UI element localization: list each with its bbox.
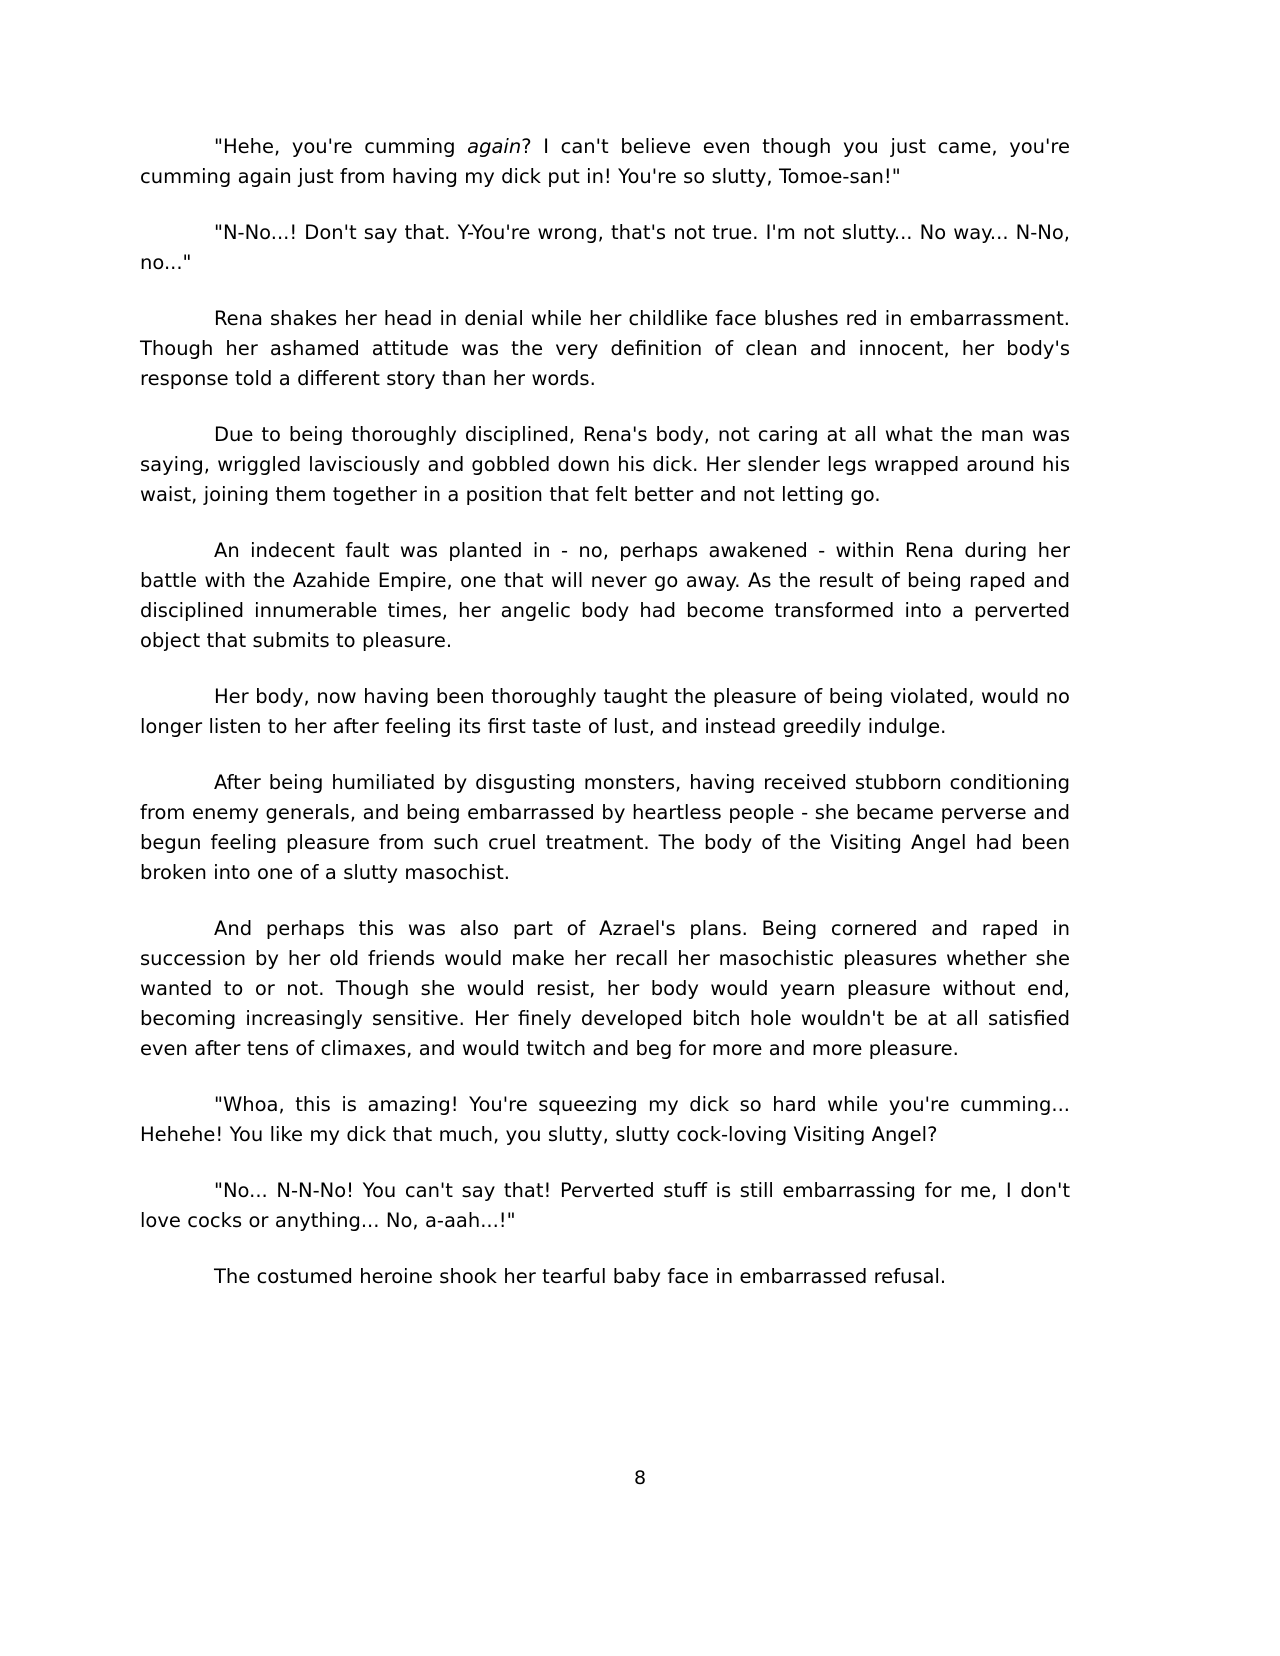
paragraph-text: ? I can't believe even though you just came, you're cumming again just from having my dick put in! You're so slutty, Tomoe-san!" xyxy=(140,135,1070,188)
emphasis-text: again xyxy=(467,135,522,158)
paragraph-text: After being humiliated by disgusting monsters, having received stubborn conditioning from enemy generals, and being embarrassed by heartless people - she became perverse and begun feeling pleasure from such cruel treatment. The body of the Visiting Angel had been broken into one of a slutty masochist. xyxy=(140,771,1070,884)
paragraph-text: "No... N-N-No! You can't say that! Perverted stuff is still embarrassing for me, I don't love cocks or anything... No, a-aah...!" xyxy=(140,1179,1070,1232)
paragraph-text: And perhaps this was also part of Azrael's plans. Being cornered and raped in succession by her old friends would make her recall her masochistic pleasures whether she wanted to or not. Though she would resist, her body would yearn pleasure without end, becoming increasingly sensitive. Her finely developed bitch hole wouldn't be at all satisfied even after tens of climaxes, and would twitch and beg for more and more pleasure. xyxy=(140,917,1070,1060)
paragraph-text: Her body, now having been thoroughly taught the pleasure of being violated, would no longer listen to her after feeling its first taste of lust, and instead greedily indulge. xyxy=(140,685,1070,738)
paragraph xyxy=(140,132,1070,192)
paragraph xyxy=(140,914,1070,1064)
paragraph xyxy=(140,768,1070,888)
paragraph-text: "Whoa, this is amazing! You're squeezing my dick so hard while you're cumming... Hehehe! You like my dick that much, you slutty, slutty cock-loving Visiting Angel? xyxy=(140,1093,1070,1146)
paragraph xyxy=(140,304,1070,394)
paragraph xyxy=(140,536,1070,656)
paragraph-text: An indecent fault was planted in - no, perhaps awakened - within Rena during her battle with the Azahide Empire, one that will never go away. As the result of being raped and disciplined innumerable times, her angelic body had become transformed into a perverted object that submits to pleasure. xyxy=(140,539,1070,652)
paragraph-text: "Hehe, you're cumming xyxy=(214,135,468,158)
paragraph-text: The costumed heroine shook her tearful baby face in embarrassed refusal. xyxy=(214,1265,947,1288)
paragraph xyxy=(140,420,1070,510)
page-body-text xyxy=(140,132,1070,1292)
page-number: 8 xyxy=(633,1467,647,1489)
paragraph xyxy=(140,1262,1070,1292)
paragraph xyxy=(140,682,1070,742)
paragraph xyxy=(140,1090,1070,1150)
paragraph-text: Due to being thoroughly disciplined, Rena's body, not caring at all what the man was saying, wriggled lavisciously and gobbled down his dick. Her slender legs wrapped around his waist, joining them together in a position that felt better and not letting go. xyxy=(140,423,1070,506)
paragraph xyxy=(140,218,1070,278)
paragraph-text: "N-No...! Don't say that. Y-You're wrong, that's not true. I'm not slutty... No way... N-No, no..." xyxy=(140,221,1070,274)
paragraph-text: Rena shakes her head in denial while her childlike face blushes red in embarrassment. Though her ashamed attitude was the very definition of clean and innocent, her body's response told a different story than her words. xyxy=(140,307,1070,390)
paragraph xyxy=(140,1176,1070,1236)
